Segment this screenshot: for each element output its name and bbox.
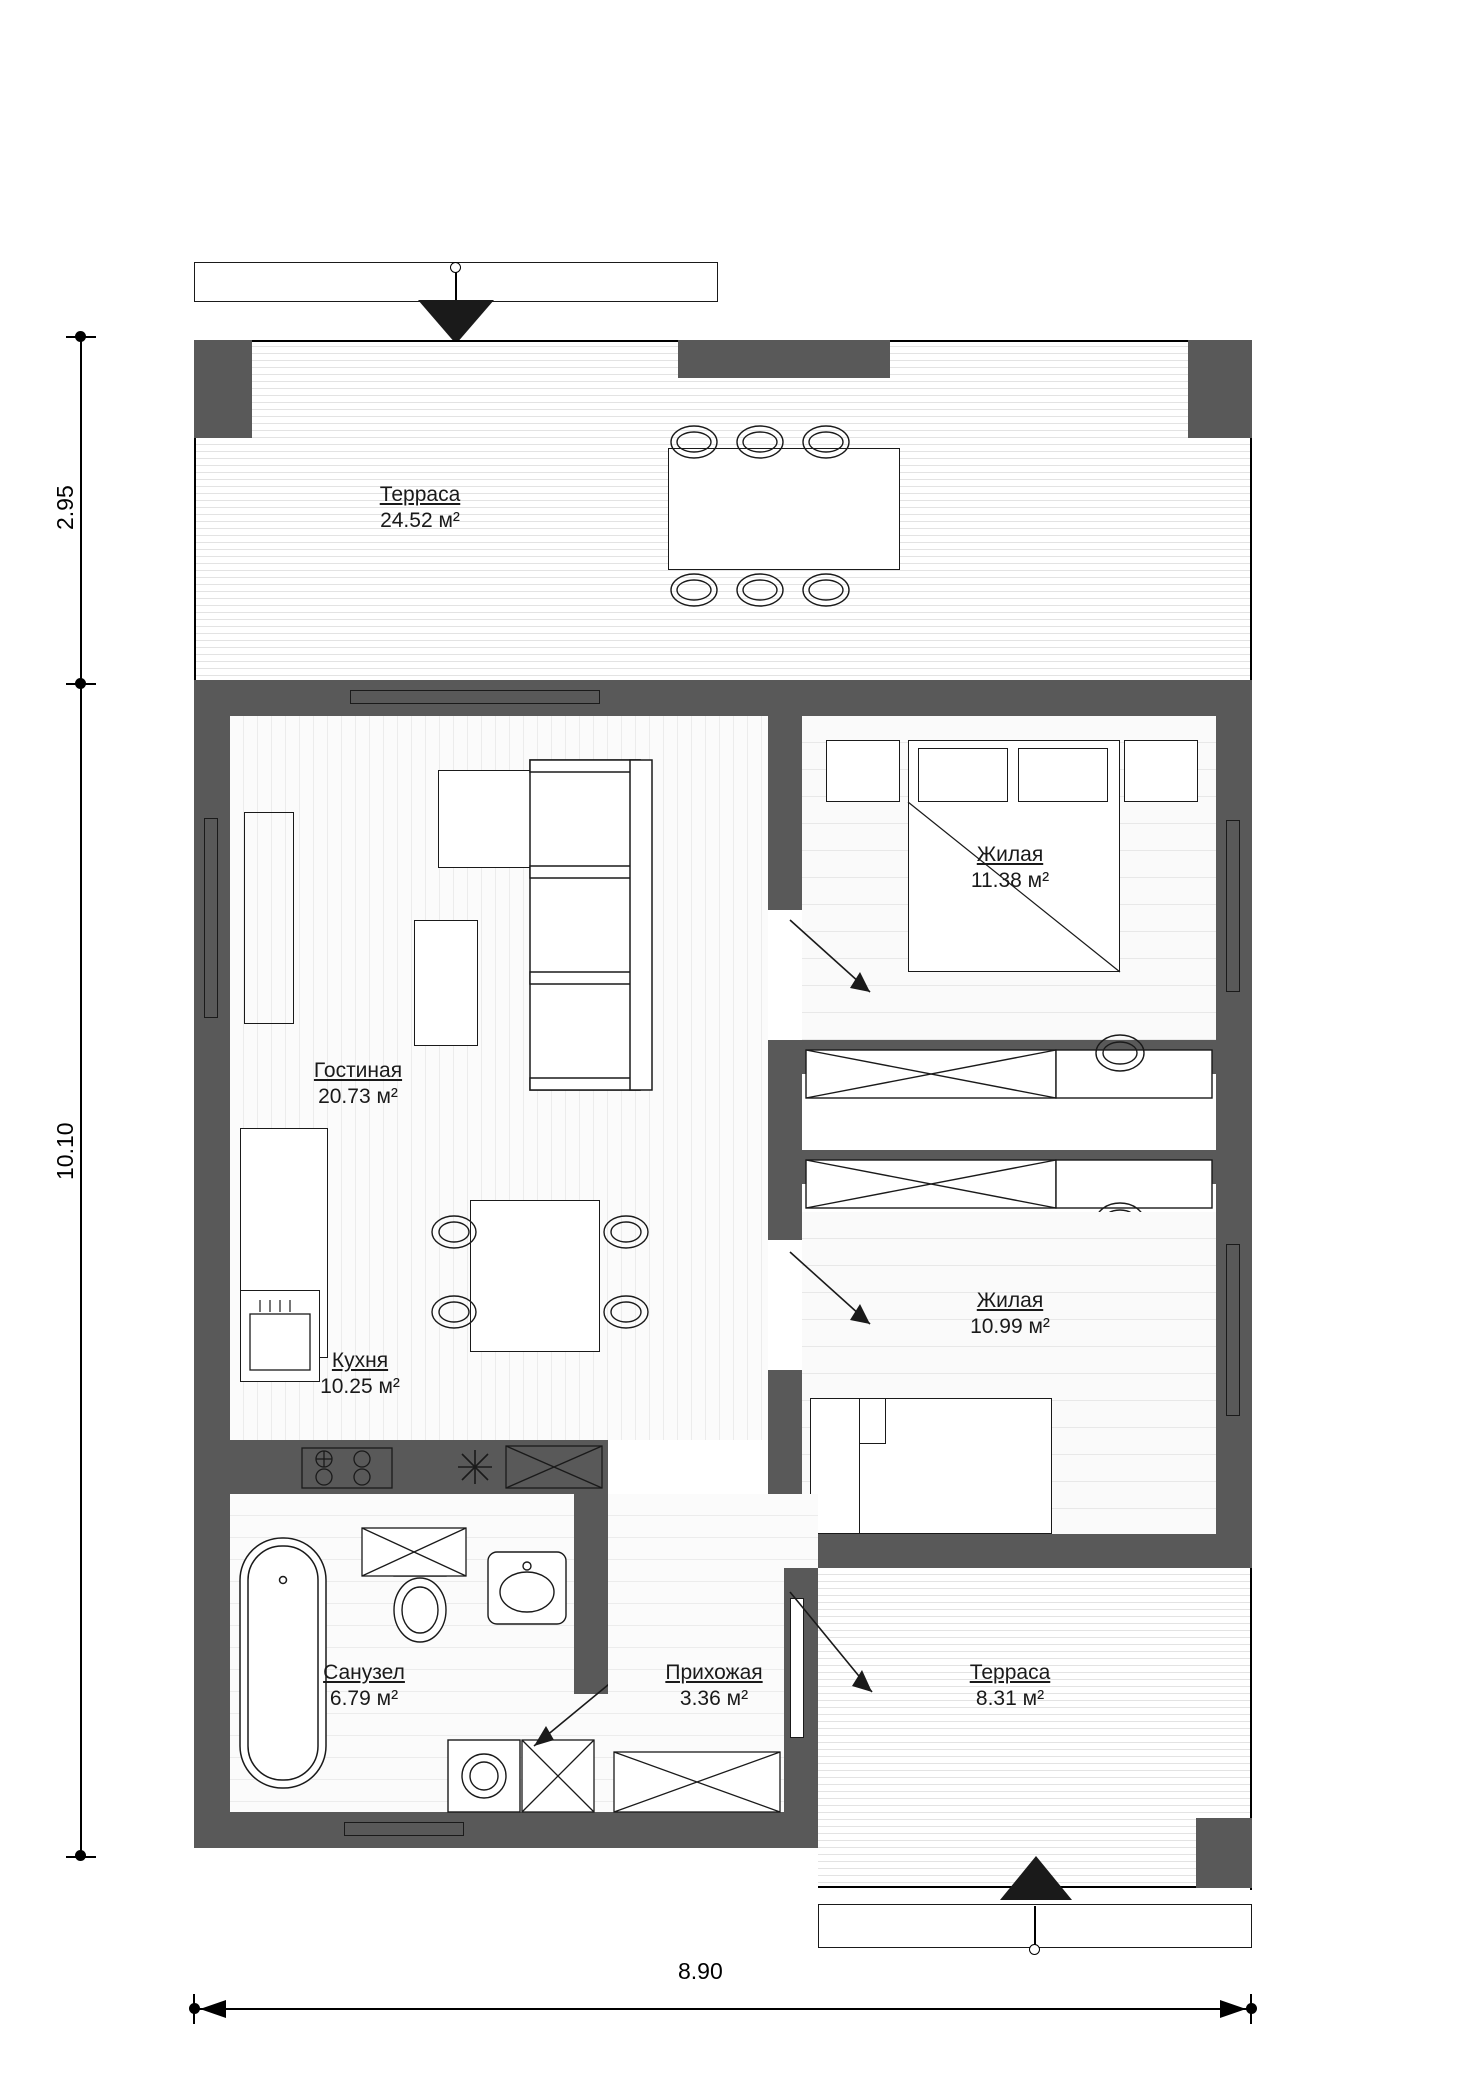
column-top-mid	[678, 340, 890, 378]
bathroom-cabinet-upper	[362, 1528, 466, 1576]
dim-left-outer-tick-top	[66, 336, 96, 338]
wall-interior-vertical-2	[768, 1040, 802, 1240]
door-arrow-bathroom	[534, 1680, 614, 1752]
room-area: 11.38 м²	[970, 869, 1050, 893]
window-north-living	[0, 0, 250, 32]
sofa	[530, 760, 660, 1100]
window-north-living-frame	[350, 690, 600, 704]
wall-bath-hall	[574, 1494, 608, 1694]
room-name: Жилая	[976, 843, 1044, 866]
terrace-bottom-floor	[818, 1568, 1252, 1888]
column-top-right	[1188, 340, 1252, 438]
dim-left-outer-line	[80, 336, 82, 1856]
window-west-living	[0, 32, 32, 232]
wall-bedroom-south	[768, 1534, 1252, 1568]
dim-left-outer-tick-bottom	[66, 1856, 96, 1858]
room-name: Терраса	[379, 483, 461, 506]
window-east-bedroom1-frame	[1226, 820, 1240, 992]
hall-cabinet	[614, 1752, 780, 1812]
room-label-terrace-top	[290, 482, 550, 535]
washing-machine	[448, 1740, 520, 1812]
window-south-bathroom	[0, 618, 120, 650]
door-arrow-terrace-bottom	[790, 1592, 880, 1702]
dim-bottom-tick-right	[1250, 1994, 1252, 2024]
column-top-left	[194, 340, 252, 438]
dim-bottom-line	[194, 2008, 1252, 2010]
bed-1-pillow-right	[1018, 748, 1108, 802]
room-area: 10.99 м²	[970, 1315, 1050, 1339]
room-label-kitchen	[250, 1348, 470, 1401]
room-area: 10.25 м²	[320, 1375, 400, 1399]
terrace-chairs	[660, 420, 920, 610]
cooktop-icon	[302, 1448, 392, 1488]
canopy-bottom-axis	[1034, 1906, 1036, 1946]
nightstand-left	[826, 740, 900, 802]
window-west-living-frame	[204, 818, 218, 1018]
room-name: Жилая	[976, 1289, 1044, 1312]
wall-east	[1216, 680, 1252, 1568]
canopy-top-axis	[455, 268, 457, 302]
room-name: Кухня	[331, 1349, 389, 1372]
bed-1-pillow-left	[918, 748, 1008, 802]
room-area: 3.36 м²	[679, 1687, 749, 1711]
room-label-bedroom2	[890, 1288, 1130, 1341]
dim-bottom-total: 8.90	[678, 1958, 723, 1984]
room-name: Санузел	[323, 1661, 405, 1684]
wall-south-left	[194, 1812, 818, 1848]
wardrobe-upper	[802, 1046, 1216, 1102]
room-label-living	[218, 1058, 498, 1111]
window-south-bathroom-frame	[344, 1822, 464, 1836]
room-name: Прихожая	[665, 1661, 763, 1684]
dim-bottom-tick-left	[193, 1994, 195, 2024]
window-west-living-glass	[244, 812, 294, 1024]
kitchen-appliance-cross	[506, 1446, 602, 1488]
canopy-top-node	[450, 262, 461, 273]
room-area: 20.73 м²	[318, 1085, 398, 1109]
window-east-bedroom1	[0, 274, 32, 446]
room-name: Терраса	[969, 1661, 1051, 1684]
room-label-bedroom1	[890, 842, 1130, 895]
column-bottom-right	[1196, 1818, 1252, 1888]
room-name: Гостиная	[313, 1059, 403, 1082]
dining-chairs	[430, 1190, 650, 1370]
dim-bottom-arrow-right	[1220, 2000, 1246, 2018]
room-label-bathroom	[264, 1660, 464, 1713]
window-east-bedroom2	[0, 446, 32, 618]
room-area: 6.79 м²	[329, 1687, 399, 1711]
window-east-bedroom2-frame	[1226, 1244, 1240, 1416]
door-arrow-bedroom2	[790, 1252, 880, 1332]
entry-arrow-bottom	[1000, 1856, 1072, 1900]
dim-left-top: 2.95	[52, 485, 78, 530]
dim-left-total: 10.10	[52, 1122, 78, 1180]
dim-bottom-arrow-left	[200, 2000, 226, 2018]
canopy-bottom-node	[1029, 1944, 1040, 1955]
door-arrow-bedroom1	[790, 920, 880, 1000]
star-icon	[458, 1450, 492, 1484]
chair-bedroom1	[1090, 1026, 1150, 1080]
washbasin	[488, 1552, 566, 1624]
room-label-terrace-bottom	[890, 1660, 1130, 1713]
side-table	[414, 920, 478, 1046]
wall-interior-vertical	[768, 680, 802, 910]
room-area: 24.52 м²	[380, 509, 460, 533]
dim-left-inner-tick	[66, 683, 96, 685]
nightstand-right	[1124, 740, 1198, 802]
room-area: 8.31 м²	[975, 1687, 1045, 1711]
wardrobe-lower	[802, 1156, 1216, 1212]
